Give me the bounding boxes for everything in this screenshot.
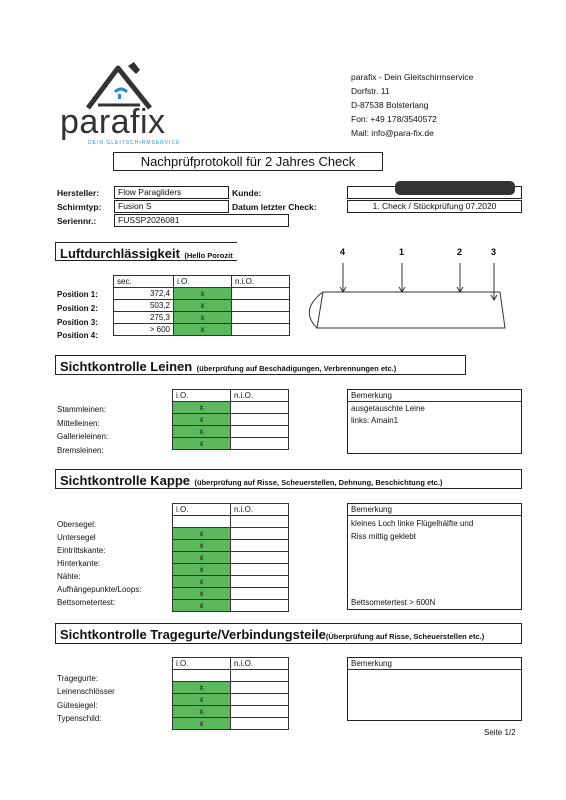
page-title-text: Nachprüfprotokoll für 2 Jahres Check — [140, 154, 356, 169]
leinen-io-mark: x — [173, 402, 231, 414]
col-nio: n.i.O. — [231, 504, 289, 516]
kappe-row-label: Hinterkante: — [57, 559, 101, 568]
leinen-nio-cell — [231, 414, 289, 426]
bemerkung-bottom: Bettsometertest > 600N — [351, 598, 436, 607]
trage-row-label: Leinenschlösser — [57, 687, 115, 696]
kappe-row-label: Eintrittskante: — [57, 546, 106, 555]
address-line: Fon: +49 178/3540572 — [351, 114, 437, 124]
diagram-label: 2 — [457, 247, 463, 257]
page-title — [113, 152, 383, 171]
leinen-row-label: Mittelleinen: — [57, 419, 100, 428]
address-line: D-87538 Bolsterlang — [351, 100, 429, 110]
hersteller-value: Flow Paragliders — [114, 186, 229, 199]
luft-row-label: Position 1: — [57, 290, 98, 299]
diagram-label: 4 — [340, 247, 346, 257]
kappe-bemerkung-box — [347, 503, 522, 610]
kappe-io-mark: x — [173, 540, 231, 552]
col-io: i.O. — [173, 504, 231, 516]
leinen-row-label: Stammleinen: — [57, 405, 106, 414]
kunde-label: Kunde: — [232, 188, 262, 198]
luft-row-label: Position 2: — [57, 304, 98, 313]
kappe-nio-cell — [231, 552, 289, 564]
trage-row-label: Gütesiegel: — [57, 701, 98, 710]
leinen-nio-cell — [231, 438, 289, 450]
diagram-label: 1 — [399, 247, 405, 257]
logo — [58, 58, 188, 148]
kappe-title-text: Sichtkontrolle Kappe — [60, 473, 191, 488]
trage-table — [172, 657, 289, 730]
trage-subtitle-text: (Überprüfung auf Risse, Scheuerstellen etc.) — [325, 632, 485, 641]
luft-value: > 600 — [114, 324, 174, 336]
leinen-nio-cell — [231, 402, 289, 414]
luft-row — [114, 312, 290, 324]
col-nio: n.i.O. — [231, 390, 289, 402]
kappe-io-mark: x — [173, 576, 231, 588]
logo-tagline: DEIN GLEITSCHIRMSERVICE — [88, 140, 181, 146]
trage-row-label: Typenschild: — [57, 714, 102, 723]
kappe-io-mark: x — [173, 528, 231, 540]
hersteller-label: Hersteller: — [57, 188, 100, 198]
col-nio: n.i.O. — [231, 658, 289, 670]
trage-io-mark: x — [173, 694, 231, 706]
luft-title-text: Luftdurchlässigkeit — [60, 246, 180, 261]
leinen-io-mark: x — [173, 414, 231, 426]
luft-row-label: Position 3: — [57, 318, 98, 327]
kappe-table — [172, 503, 289, 612]
address-line: Dorfstr. 11 — [351, 86, 390, 96]
schirmtyp-label: Schirmtyp: — [57, 202, 102, 212]
trage-nio-cell — [231, 694, 289, 706]
kappe-row-label: Aufhängepunkte/Loops: — [57, 585, 142, 594]
kappe-row-label: Nähte: — [57, 572, 81, 581]
kappe-nio-cell — [231, 600, 289, 612]
kappe-row-label: Bettsometertest: — [57, 598, 116, 607]
kappe-nio-cell — [231, 576, 289, 588]
trage-nio-cell — [231, 718, 289, 730]
luft-nio-cell — [232, 288, 290, 300]
bemerkung-line: kleines Loch linke Flügelhälfte und — [351, 519, 474, 528]
luft-header-row — [114, 276, 290, 288]
luft-value: 372,4 — [114, 288, 174, 300]
luft-row-label: Position 4: — [57, 331, 98, 340]
redaction-scribble — [395, 181, 515, 195]
trage-nio-cell — [231, 706, 289, 718]
luft-value: 275,3 — [114, 312, 174, 324]
kappe-io-mark: x — [173, 552, 231, 564]
leinen-io-mark: x — [173, 438, 231, 450]
kappe-io-mark: x — [173, 564, 231, 576]
luft-io-mark: x — [174, 312, 232, 324]
bemerkung-line: Riss mittig geklebt — [351, 532, 416, 541]
address-line: parafix - Dein Gleitschirmservice — [351, 72, 474, 82]
kappe-io-mark: x — [173, 600, 231, 612]
trage-io-mark: x — [173, 718, 231, 730]
section-leinen-title — [55, 355, 466, 375]
kappe-row-label: Obersegel: — [57, 520, 97, 529]
trage-io-mark: x — [173, 706, 231, 718]
luft-table — [113, 275, 290, 336]
kappe-spacer-cell — [173, 516, 231, 528]
kappe-row-label: Untersegel — [57, 533, 96, 542]
col-io: i.O. — [174, 276, 232, 288]
logo-text: parafix — [60, 103, 166, 141]
diagram-label: 3 — [491, 247, 497, 257]
leinen-table — [172, 389, 289, 450]
trage-spacer-cell — [173, 670, 231, 682]
luft-nio-cell — [232, 312, 290, 324]
kappe-nio-cell — [231, 528, 289, 540]
luft-subtitle-text: (Hello Porozit — [184, 251, 233, 260]
luft-row — [114, 324, 290, 336]
trage-spacer-cell — [231, 670, 289, 682]
luft-row — [114, 300, 290, 312]
trage-row-label: Tragegurte: — [57, 674, 99, 683]
wing-diagram — [295, 240, 520, 340]
section-trage-title — [55, 623, 522, 644]
luft-row — [114, 288, 290, 300]
col-sec: sec. — [114, 276, 174, 288]
col-io: i.O. — [173, 390, 231, 402]
bemerkung-header: Bemerkung — [348, 504, 521, 516]
leinen-row-label: Bremsleinen: — [57, 446, 104, 455]
trage-nio-cell — [231, 682, 289, 694]
bemerkung-header: Bemerkung — [348, 390, 521, 402]
kappe-nio-cell — [231, 564, 289, 576]
kappe-subtitle-text: (überprüfung auf Risse, Scheuerstellen, Dehnung, Beschichtung etc.) — [194, 478, 443, 487]
luft-nio-cell — [232, 324, 290, 336]
leinen-title-text: Sichtkontrolle Leinen — [60, 359, 193, 374]
kappe-nio-cell — [231, 540, 289, 552]
seriennr-value: FUSSP2026081 — [114, 214, 289, 227]
bemerkung-line: ausgetauschte Leine — [351, 404, 425, 413]
section-luft-title — [55, 242, 237, 261]
bemerkung-header: Bemerkung — [348, 658, 521, 670]
col-nio: n.i.O. — [232, 276, 290, 288]
trage-bemerkung-box — [347, 657, 522, 721]
kappe-io-mark: x — [173, 588, 231, 600]
leinen-io-mark: x — [173, 426, 231, 438]
kappe-spacer-cell — [231, 516, 289, 528]
luft-value: 503,2 — [114, 300, 174, 312]
datum-value: 1. Check / Stückprüfung 07.2020 — [347, 200, 522, 213]
trage-title-text: Sichtkontrolle Tragegurte/Verbindungsteile — [60, 627, 326, 642]
page-number: Seite 1/2 — [484, 728, 516, 737]
kappe-nio-cell — [231, 588, 289, 600]
leinen-nio-cell — [231, 426, 289, 438]
bemerkung-line: links: Amain1 — [351, 416, 399, 425]
col-io: i.O. — [173, 658, 231, 670]
leinen-bemerkung-box — [347, 389, 522, 454]
luft-io-mark: x — [174, 288, 232, 300]
luft-nio-cell — [232, 300, 290, 312]
luft-io-mark: x — [174, 324, 232, 336]
leinen-row-label: Gallerieleinen: — [57, 432, 109, 441]
section-kappe-title — [55, 469, 522, 489]
leinen-subtitle-text: (überprüfung auf Beschädigungen, Verbrennungen etc.) — [196, 364, 397, 373]
schirmtyp-value: Fusion S — [114, 200, 229, 213]
company-address — [351, 70, 473, 140]
trage-io-mark: x — [173, 682, 231, 694]
seriennr-label: Seriennr.: — [57, 216, 97, 226]
address-line: Mail: info@para-fix.de — [351, 128, 434, 138]
datum-label: Datum letzter Check: — [232, 202, 317, 212]
luft-io-mark: x — [174, 300, 232, 312]
